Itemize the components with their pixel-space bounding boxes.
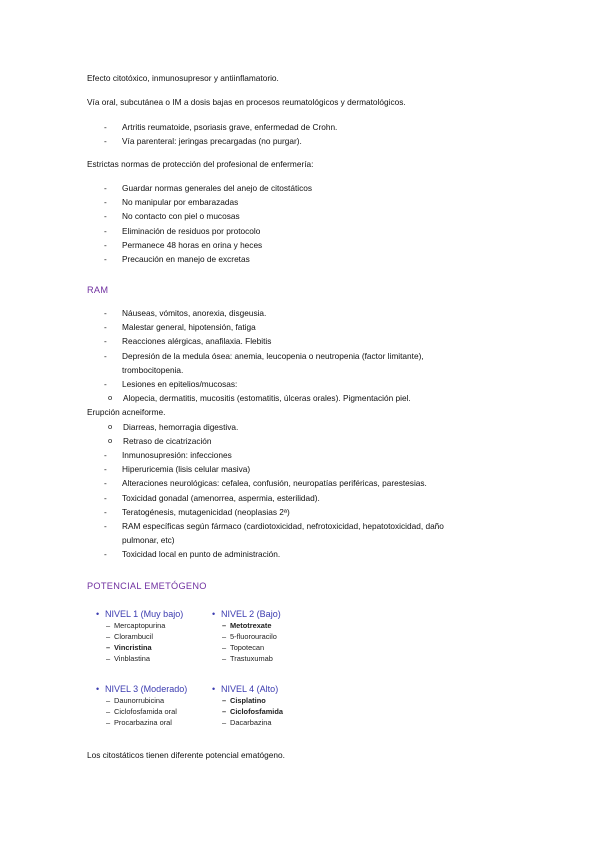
list-item: - Malestar general, hipotensión, fatiga: [87, 320, 444, 334]
emeto-heading: POTENCIAL EMETÓGENO: [87, 581, 207, 591]
sub-list-container: [87, 391, 444, 448]
drug-item: – Vincristina: [96, 642, 183, 653]
drug-item: – Ciclofosfamida: [212, 706, 283, 717]
drug-item: – Procarbazina oral: [96, 717, 187, 728]
drug-item: – Cisplatino: [212, 695, 283, 706]
list-item: - Precaución en manejo de excretas: [87, 252, 312, 266]
nurse-list: [87, 181, 312, 266]
list-item: - Toxicidad local en punto de administración.: [87, 547, 444, 561]
emeto-note: Los citostáticos tienen diferente potencial ematógeno.: [87, 750, 285, 760]
list-item: - Inmunosupresión: infecciones: [87, 448, 444, 462]
list-item: - Lesiones en epitelios/mucosas:: [87, 377, 444, 391]
list-item-continuation: trombocitopenia.: [122, 364, 184, 375]
list-item: - Guardar normas generales del anejo de citostáticos: [87, 181, 312, 195]
drug-item: – Ciclofosfamida oral: [96, 706, 187, 717]
level-4-title: • NIVEL 4 (Alto): [212, 684, 283, 695]
list-item: - Artritis reumatoide, psoriasis grave, enfermedad de Crohn.: [87, 120, 337, 134]
sub-list-item: o Retraso de cicatrización: [52, 434, 444, 448]
level-4-block: [212, 684, 283, 728]
list-item-continuation: pulmonar, etc): [122, 535, 175, 546]
nurse-title: Estrictas normas de protección del profesional de enfermería:: [87, 159, 314, 169]
drug-item: – Vinblastina: [96, 653, 183, 664]
list-item: - Depresión de la medula ósea: anemia, leucopenia o neutropenia (factor limitante),: [87, 349, 444, 363]
drug-item: – Dacarbazina: [212, 717, 283, 728]
drug-item: – Metotrexate: [212, 620, 281, 631]
level-1-block: [96, 609, 183, 664]
list-item: - Toxicidad gonadal (amenorrea, aspermia, esterilidad).: [87, 491, 444, 505]
list-item: - Reacciones alérgicas, anafilaxia. Flebitis: [87, 334, 444, 348]
ram-list: [87, 306, 444, 562]
list-item: - Eliminación de residuos por protocolo: [87, 224, 312, 238]
list-item: - No manipular por embarazadas: [87, 195, 312, 209]
emetogenic-levels-figure: [96, 609, 326, 739]
sub-list: [87, 391, 444, 448]
drug-item: – Clorambucil: [96, 631, 183, 642]
list-item: - Alteraciones neurológicas: cefalea, confusión, neuropatías periféricas, parestesias.: [87, 476, 444, 490]
sub-list-item-continuation: Erupción acneiforme.: [87, 407, 166, 418]
drug-item: – Topotecan: [212, 642, 281, 653]
drug-item: – Mercaptopurina: [96, 620, 183, 631]
list-item: - No contacto con piel o mucosas: [87, 209, 312, 223]
intro-effect: Efecto citotóxico, inmunosupresor y antiinflamatorio.: [87, 73, 279, 83]
sub-list-item: o Alopecia, dermatitis, mucositis (estomatitis, úlceras orales). Pigmentación piel.: [52, 391, 444, 405]
level-1-title: • NIVEL 1 (Muy bajo): [96, 609, 183, 620]
level-3-title: • NIVEL 3 (Moderado): [96, 684, 187, 695]
drug-item: – 5-fluorouracilo: [212, 631, 281, 642]
sub-list-item: o Diarreas, hemorragia digestiva.: [52, 420, 444, 434]
uses-list: [87, 120, 337, 148]
list-item: - Vía parenteral: jeringas precargadas (no purgar).: [87, 134, 337, 148]
level-3-block: [96, 684, 187, 728]
list-item: - Permanece 48 horas en orina y heces: [87, 238, 312, 252]
list-item: - Hiperuricemia (lisis celular masiva): [87, 462, 444, 476]
ram-heading: RAM: [87, 285, 109, 295]
list-item: - Teratogénesis, mutagenicidad (neoplasias 2ª): [87, 505, 444, 519]
drug-item: – Trastuxumab: [212, 653, 281, 664]
list-item: - RAM específicas según fármaco (cardiotoxicidad, nefrotoxicidad, hepatotoxicidad, daño: [87, 519, 444, 533]
list-item: - Náuseas, vómitos, anorexia, disgeusia.: [87, 306, 444, 320]
drug-item: – Daunorrubicina: [96, 695, 187, 706]
level-2-block: [212, 609, 281, 664]
level-2-title: • NIVEL 2 (Bajo): [212, 609, 281, 620]
intro-route: Vía oral, subcutánea o IM a dosis bajas en procesos reumatológicos y dermatológicos.: [87, 97, 406, 107]
